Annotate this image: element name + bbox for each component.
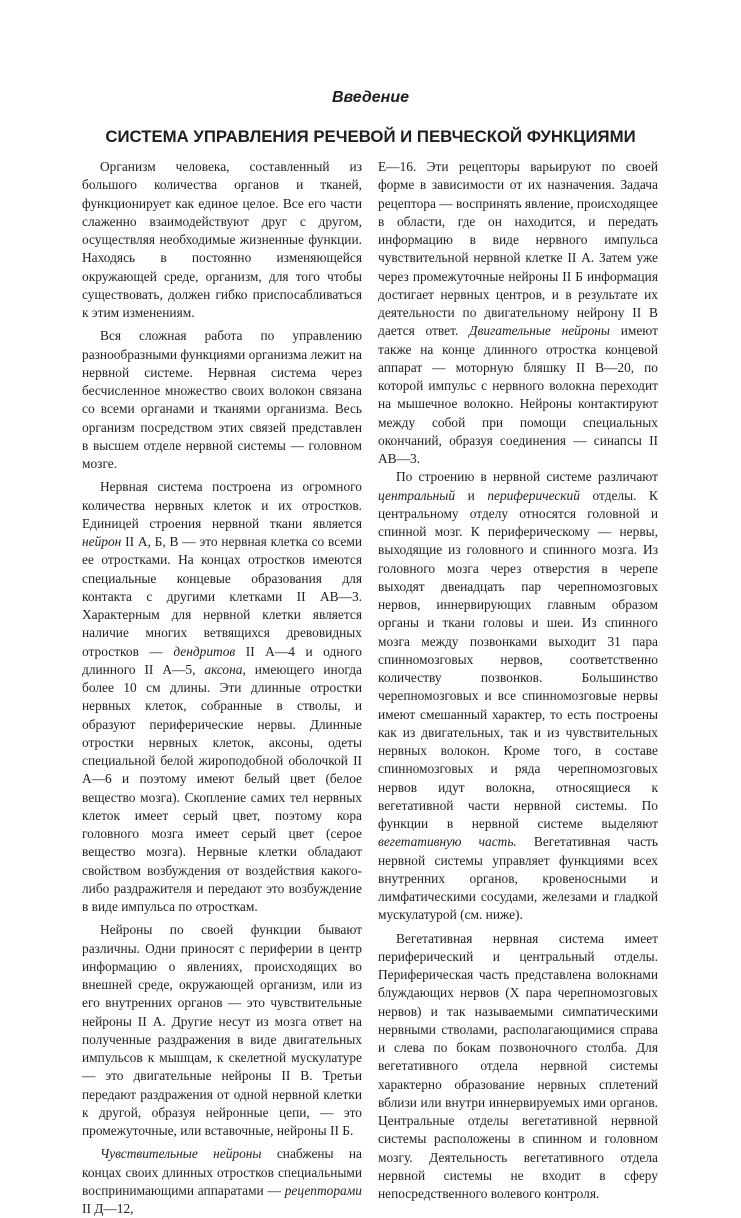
term-motor-neurons: Двигательные нейроны [469,323,610,339]
paragraph: Вся сложная работа по управлению разнообразными функциями организма лежит на нервной системе. Нервная система через бесчисленное множество своих волокон связана со всеми органами и тканями организма. Весь организм посредством этих связей представлен в высшем отделе нервной системы — головном мозге. [82,328,362,471]
paragraph: Организм человека, составленный из большого количества органов и тканей, функционирует как единое целое. Все его части слаженно взаимодействуют друг с другом, осуществляя необходимые жизненные функции. Находясь в постоянно изменяющейся окружающей среде, организм, для того чтобы существовать, должен гибко приспосабливаться к этим изменениям. [82,159,362,320]
text-run: и [455,487,488,503]
text-run: Е—16. Эти рецепторы варьируют по своей форме в зависимости от их назначения. Задача рецептора — воспринять явление, происходящее в области, где он находится, и передать информацию в виде нервного импульса чувствительной нервной клетке II А. Затем уже через промежуточные нейроны II Б информация достигает нервных центров, и в результате их деятельности по двигательному нейрону II В дается ответ. [378,159,658,339]
paragraph [82,478,362,916]
page-title: СИСТЕМА УПРАВЛЕНИЯ РЕЧЕВОЙ И ПЕВЧЕСКОЙ ФУНКЦИЯМИ [105,127,636,146]
text-run: Вегетативная часть нервной системы управляет функциями всех внутренних органов, кровеносными и лимфатическими сосудами, железами и гладкой мускулатурой (см. ниже). [378,834,658,923]
term-neuron: нейрон [82,534,122,549]
text-run: имеют также на конце длинного отростка концевой аппарат — моторную бляшку II В—20, по которой импульс с нервного волокна переходит на мышечное волокно. Нейроны контактируют между собой при помощи специальных окончаний, образуя соединения — синапсы II АВ—3. [378,323,658,466]
text-run: отделы. К центральному отделу относятся головной и спинной мозг. К периферическому — нервы, выходящие из головного и спинного мозга. Из головного мозга через отверстия в черепе выходят двенадцать пар черепномозговых нервов, иннервирующих главным образом органы и ткани головы и шеи. Из спинного мозга между позвонками выходит 31 пара спинномозговых нервов, соответственно количеству позвонков. Большинство черепномозговых и все спинномозговые нервы имеют смешанный характер, то есть построены как из двигательных, так и из чувствительных нервных волокон. Кроме того, в составе спинномозговых и ряда черепномозговых нервов идут волокна, относящиеся к вегетативной части нервной системы. По функции в нервной системе выделяют [378,487,658,831]
paragraph: Вегетативная нервная система имеет периферический и центральный отделы. Периферическая часть представлена волокнами блуждающих нервов (X пара черепномозговых нервов) и так называемыми симпатическими нервными стволами, располагающимися справа и слева по бокам позвоночного столба. Для вегетативного отдела нервной системы характерно образование нервных сплетений вблизи или внутри иннервируемых ими органов. Центральные отделы вегетативной нервной системы расположены в спинном и головном мозгу. Деятельность вегетативного отдела нервной системы не входит в сферу непосредственного волевого контроля. [378,930,658,1201]
text-run: снабжены на концах своих длинных отростков специальными воспринимающими аппаратами — [82,1146,362,1198]
text-run: , имеющего иногда более 10 см длины. Эти длинные отростки нервных клеток, собранные в стволы, и образуют периферические нервы. Длинные отростки нервных клеток, аксоны, одеты специальной белой жироподобной оболочкой II А—6 и поэтому имеют белый цвет (белое вещество мозга). Скопление самих тел нервных клеток имеет серый цвет, поэтому кора головного мозга имеет серый цвет (серое вещество мозга). Нервные клетки обладают свойством возбуждения от воздействия какого-либо раздражителя и передают это возбуждение в виде импульса по отросткам. [82,661,362,914]
text-run: II А, Б, В — это нервная клетка со всеми ее отростками. На концах отростков имеются специальные концевые образования для контакта с другими клетками II АВ—3. Характерным для нервной клетки является наличие многих ветвящихся древовидных отростков — [82,534,362,659]
term-receptors: рецепторами [284,1182,362,1198]
paragraph: Нейроны по своей функции бывают различны. Одни приносят с периферии в центр информацию о явлениях, происходящих во внешней среде, окружающей организм, или из его внутренних органов — это чувствительные нейроны II А. Другие несут из мозга ответ на полученные раздражения в виде двигательных импульсов к мышцам, к скелетной мускулатуре — это двигательные нейроны II В. Третьи передают раздражения от одной нервной клетки к другой, образуя нейронные цепи, — это промежуточные, или вставочные, нейроны II Б. [82,922,362,1138]
section-label: Введение [331,89,410,106]
text-run: По строению в нервной системе различают [396,469,658,485]
term-vegetative: вегетативную часть. [378,834,517,850]
left-column [82,158,362,1218]
term-dendrites: дендритов [173,643,236,659]
text-run: II Д—12, [82,1201,134,1216]
paragraph [378,468,658,924]
term-sensory-neurons: Чувствительные нейроны [100,1146,262,1162]
paragraph [82,1145,362,1218]
term-axon: аксона [204,661,243,677]
paragraph [378,158,658,468]
term-central: центральный [378,487,456,503]
term-peripheral: периферический [487,487,580,503]
right-column [378,158,658,1203]
text-run: II А—4 и одного длинного II А—5, [82,643,362,677]
text-run: Нервная система построена из огромного количества нервных клеток и их отростков. Единицей строения нервной ткани является [82,479,362,531]
